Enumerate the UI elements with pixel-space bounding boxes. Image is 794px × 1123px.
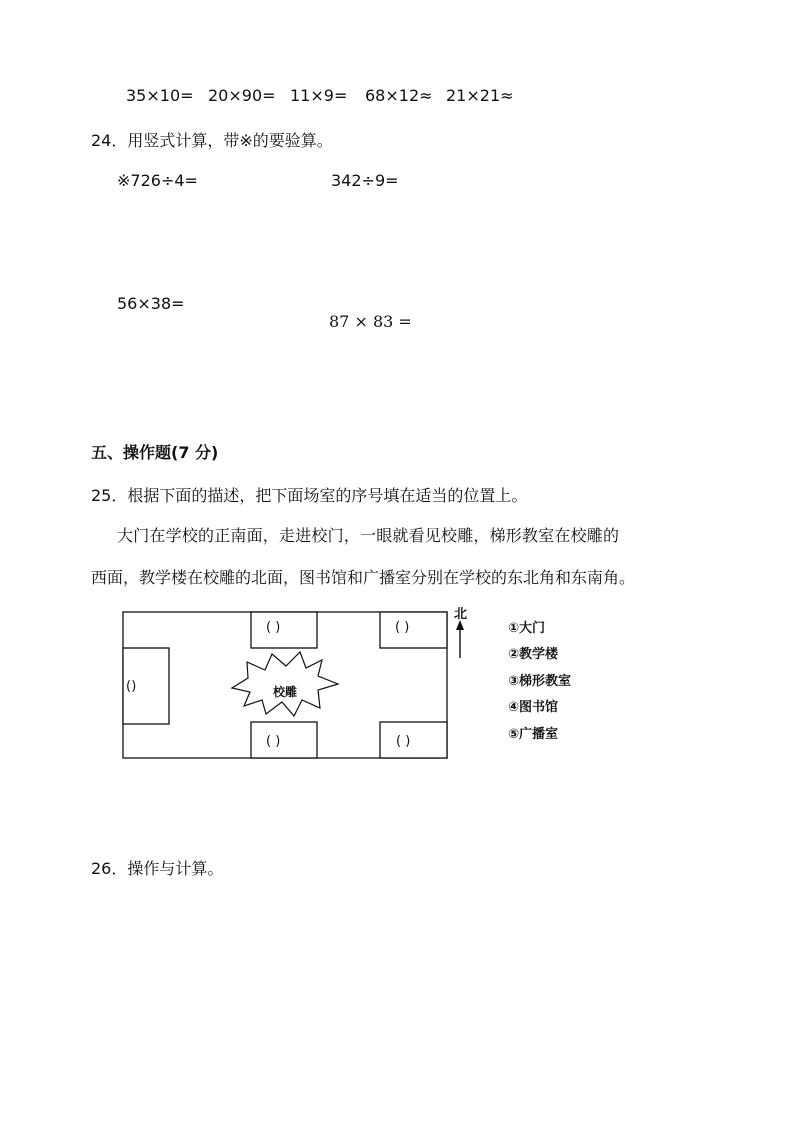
- q25-title: 25．根据下面的描述，把下面场室的序号填在适当的位置上。: [91, 486, 528, 505]
- q24-problem-2: 342÷9=: [331, 171, 399, 190]
- q25-desc-line-2: 西面，教学楼在校雕的北面，图书馆和广播室分别在学校的东北角和东南角。: [91, 568, 636, 587]
- legend-item-3: ③梯形教室: [508, 674, 572, 689]
- q24-problem-1: ※726÷4=: [117, 171, 198, 190]
- north-arrow-icon: [456, 620, 464, 658]
- sculpture-label: 校雕: [273, 685, 298, 699]
- q23-item-5: 21×21≈: [446, 86, 514, 105]
- q24-problem-3: 56×38=: [117, 294, 185, 313]
- q23-item-3: 11×9=: [290, 86, 348, 105]
- room-bottom-right[interactable]: [380, 722, 447, 758]
- q24-problem-4: 87 × 83 =: [329, 312, 412, 331]
- blank-bottom-middle[interactable]: ( ): [266, 734, 281, 749]
- north-label: 北: [454, 607, 468, 622]
- q25-desc-line-1: 大门在学校的正南面，走进校门，一眼就看见校雕，梯形教室在校雕的: [117, 526, 620, 545]
- q24-title: 24．用竖式计算，带※的要验算。: [91, 131, 333, 150]
- room-bottom-middle[interactable]: [251, 722, 317, 758]
- blank-left[interactable]: ( ): [126, 679, 135, 694]
- q23-item-2: 20×90=: [208, 86, 276, 105]
- q26-title: 26．操作与计算。: [91, 859, 224, 878]
- room-top-right[interactable]: [380, 612, 447, 648]
- q23-item-4: 68×12≈: [365, 86, 433, 105]
- section-title: 五、操作题(7 分): [91, 443, 219, 462]
- room-top-middle[interactable]: [251, 612, 317, 648]
- legend-item-2: ②教学楼: [508, 647, 559, 662]
- q23-item-1: 35×10=: [126, 86, 194, 105]
- legend-item-1: ①大门: [508, 621, 546, 636]
- legend-item-4: ④图书馆: [508, 700, 559, 715]
- blank-top-middle[interactable]: ( ): [266, 620, 281, 635]
- blank-top-right[interactable]: ( ): [395, 620, 410, 635]
- legend-item-5: ⑤广播室: [508, 727, 559, 742]
- blank-bottom-right[interactable]: ( ): [396, 734, 411, 749]
